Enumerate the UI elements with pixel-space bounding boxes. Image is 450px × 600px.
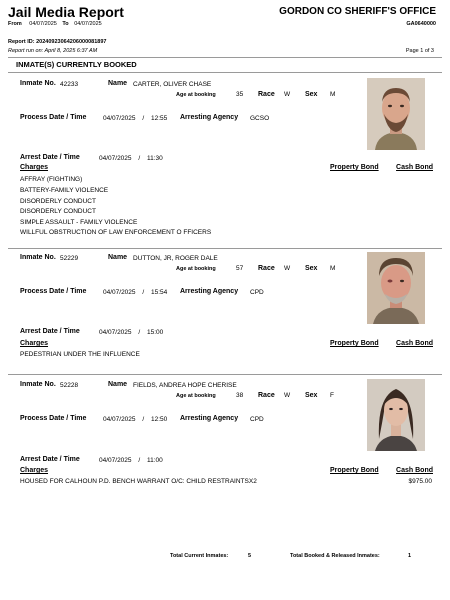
arresting-agency: CPD	[250, 288, 264, 296]
mugshot-photo	[367, 78, 425, 150]
run-on-label: Report run on:	[8, 48, 44, 54]
inmate-number: 42233	[60, 80, 79, 88]
charge-item: HOUSED FOR CALHOUN P.D. BENCH WARRANT O/C: CHILD RESTRAINTSX2	[20, 478, 257, 485]
to-date: 04/07/2025	[74, 21, 102, 27]
agency-label: Arresting Agency	[180, 415, 239, 422]
arrest-date: 04/07/2025	[99, 456, 132, 464]
arrest-datetime	[99, 457, 163, 464]
slash: /	[142, 114, 145, 122]
inmate-race: W	[284, 392, 291, 399]
divider	[8, 57, 442, 58]
arrest-time: 11:00	[146, 456, 163, 464]
inmate-age: 38	[236, 392, 244, 399]
arrest-date: 04/07/2025	[99, 328, 132, 336]
divider	[8, 72, 442, 73]
arrest-time: 15:00	[146, 328, 164, 336]
race-label: Race	[258, 391, 275, 399]
slash: /	[138, 328, 141, 336]
property-bond-header: Property Bond	[330, 467, 379, 474]
sex-label: Sex	[305, 391, 318, 399]
charge-item: DISORDERLY CONDUCT	[20, 197, 96, 205]
arresting-agency: CPD	[250, 415, 264, 423]
sex-label: Sex	[305, 90, 318, 98]
total-current-label: Total Current Inmates:	[170, 553, 229, 559]
arresting-agency: GCSO	[250, 114, 270, 122]
charge-item: SIMPLE ASSAULT - FAMILY VIOLENCE	[20, 218, 138, 226]
inmate-sex: M	[330, 91, 336, 98]
process-date: 04/07/2025	[103, 288, 136, 296]
inmate-race: W	[284, 91, 291, 98]
from-date: 04/07/2025	[29, 21, 57, 27]
arrest-time: 11:30	[146, 154, 163, 162]
charges-header: Charges	[20, 467, 49, 474]
charge-item: DISORDERLY CONDUCT	[20, 208, 96, 215]
report-title: Jail Media Report	[8, 4, 124, 20]
arrest-datetime	[99, 155, 163, 162]
process-time: 12:55	[150, 114, 168, 122]
process-datetime	[103, 289, 167, 296]
agency-label: Arresting Agency	[180, 114, 239, 121]
inmate-name: FIELDS, ANDREA HOPE CHERISE	[133, 381, 237, 389]
charges-header: Charges	[20, 340, 49, 347]
inmate-name: CARTER, OLIVER CHASE	[133, 80, 212, 88]
race-label: Race	[258, 264, 275, 272]
process-label: Process Date / Time	[20, 415, 87, 422]
slash: /	[142, 415, 145, 423]
inmate-number: 52228	[60, 381, 79, 389]
arrest-label: Arrest Date / Time	[20, 456, 80, 463]
section-title: INMATE(S) CURRENTLY BOOKED	[16, 60, 137, 69]
inmate-no-label: Inmate No.	[20, 80, 56, 87]
age-label: Age at booking	[176, 266, 216, 272]
process-datetime	[103, 416, 167, 423]
slash: /	[138, 456, 141, 464]
charge-item: BATTERY-FAMILY VIOLENCE	[20, 187, 109, 194]
report-id	[8, 39, 106, 45]
mugshot-photo	[367, 252, 425, 324]
inmate-race: W	[284, 265, 291, 272]
report-id-label: Report ID:	[8, 39, 35, 45]
inmate-age: 57	[236, 265, 244, 272]
inmate-age: 35	[236, 91, 244, 98]
charge-item: PEDESTRIAN UNDER THE INFLUENCE	[20, 351, 140, 358]
slash: /	[142, 288, 145, 296]
race-label: Race	[258, 90, 275, 98]
inmate-sex: F	[330, 392, 334, 399]
agency-name: GORDON CO SHERIFF'S OFFICE	[279, 6, 436, 17]
process-datetime	[103, 115, 167, 122]
cash-bond-header: Cash Bond	[396, 164, 433, 171]
to-label: To	[62, 21, 69, 27]
run-on	[8, 48, 97, 54]
process-date: 04/07/2025	[103, 415, 136, 423]
sex-label: Sex	[305, 264, 318, 272]
inmate-sex: M	[330, 265, 336, 272]
age-label: Age at booking	[176, 92, 216, 98]
agency-label: Arresting Agency	[180, 288, 239, 295]
process-time: 12:50	[150, 415, 168, 423]
arrest-date: 04/07/2025	[99, 154, 132, 162]
charges-header: Charges	[20, 164, 49, 171]
run-on-value: April 8, 2025 6:37 AM	[44, 48, 98, 54]
date-range	[8, 21, 102, 27]
charge-item: WILLFUL OBSTRUCTION OF LAW ENFORCEMENT O FFICERS	[20, 229, 212, 236]
property-bond-header: Property Bond	[330, 340, 379, 347]
total-released-label: Total Booked & Released Inmates:	[290, 553, 380, 559]
cash-bond-header: Cash Bond	[396, 467, 433, 474]
total-released-value: 1	[408, 553, 412, 559]
page-number: Page 1 of 3	[405, 48, 434, 54]
process-label: Process Date / Time	[20, 288, 87, 295]
arrest-datetime	[99, 329, 163, 336]
arrest-label: Arrest Date / Time	[20, 154, 80, 161]
divider	[8, 374, 442, 375]
slash: /	[138, 154, 141, 162]
inmate-no-label: Inmate No.	[20, 254, 56, 261]
name-label: Name	[108, 80, 128, 87]
report-id-value: 20240923064206000081897	[36, 39, 107, 45]
from-label: From	[8, 21, 22, 27]
agency-code: GA0640000	[406, 21, 436, 27]
property-bond-header: Property Bond	[330, 164, 379, 171]
name-label: Name	[108, 381, 128, 388]
inmate-no-label: Inmate No.	[20, 381, 56, 388]
name-label: Name	[108, 254, 128, 261]
cash-bond-amount: $975.00	[408, 478, 432, 485]
divider	[8, 248, 442, 249]
process-label: Process Date / Time	[20, 114, 87, 121]
cash-bond-header: Cash Bond	[396, 340, 433, 347]
process-time: 15:54	[150, 288, 168, 296]
inmate-number: 52229	[60, 254, 79, 262]
process-date: 04/07/2025	[103, 114, 136, 122]
arrest-label: Arrest Date / Time	[20, 328, 80, 335]
total-current-value: 5	[248, 553, 252, 559]
inmate-name: DUTTON, JR, ROGER DALE	[133, 254, 218, 262]
mugshot-photo	[367, 379, 425, 451]
age-label: Age at booking	[176, 393, 216, 399]
charge-item: AFFRAY (FIGHTING)	[20, 176, 83, 183]
